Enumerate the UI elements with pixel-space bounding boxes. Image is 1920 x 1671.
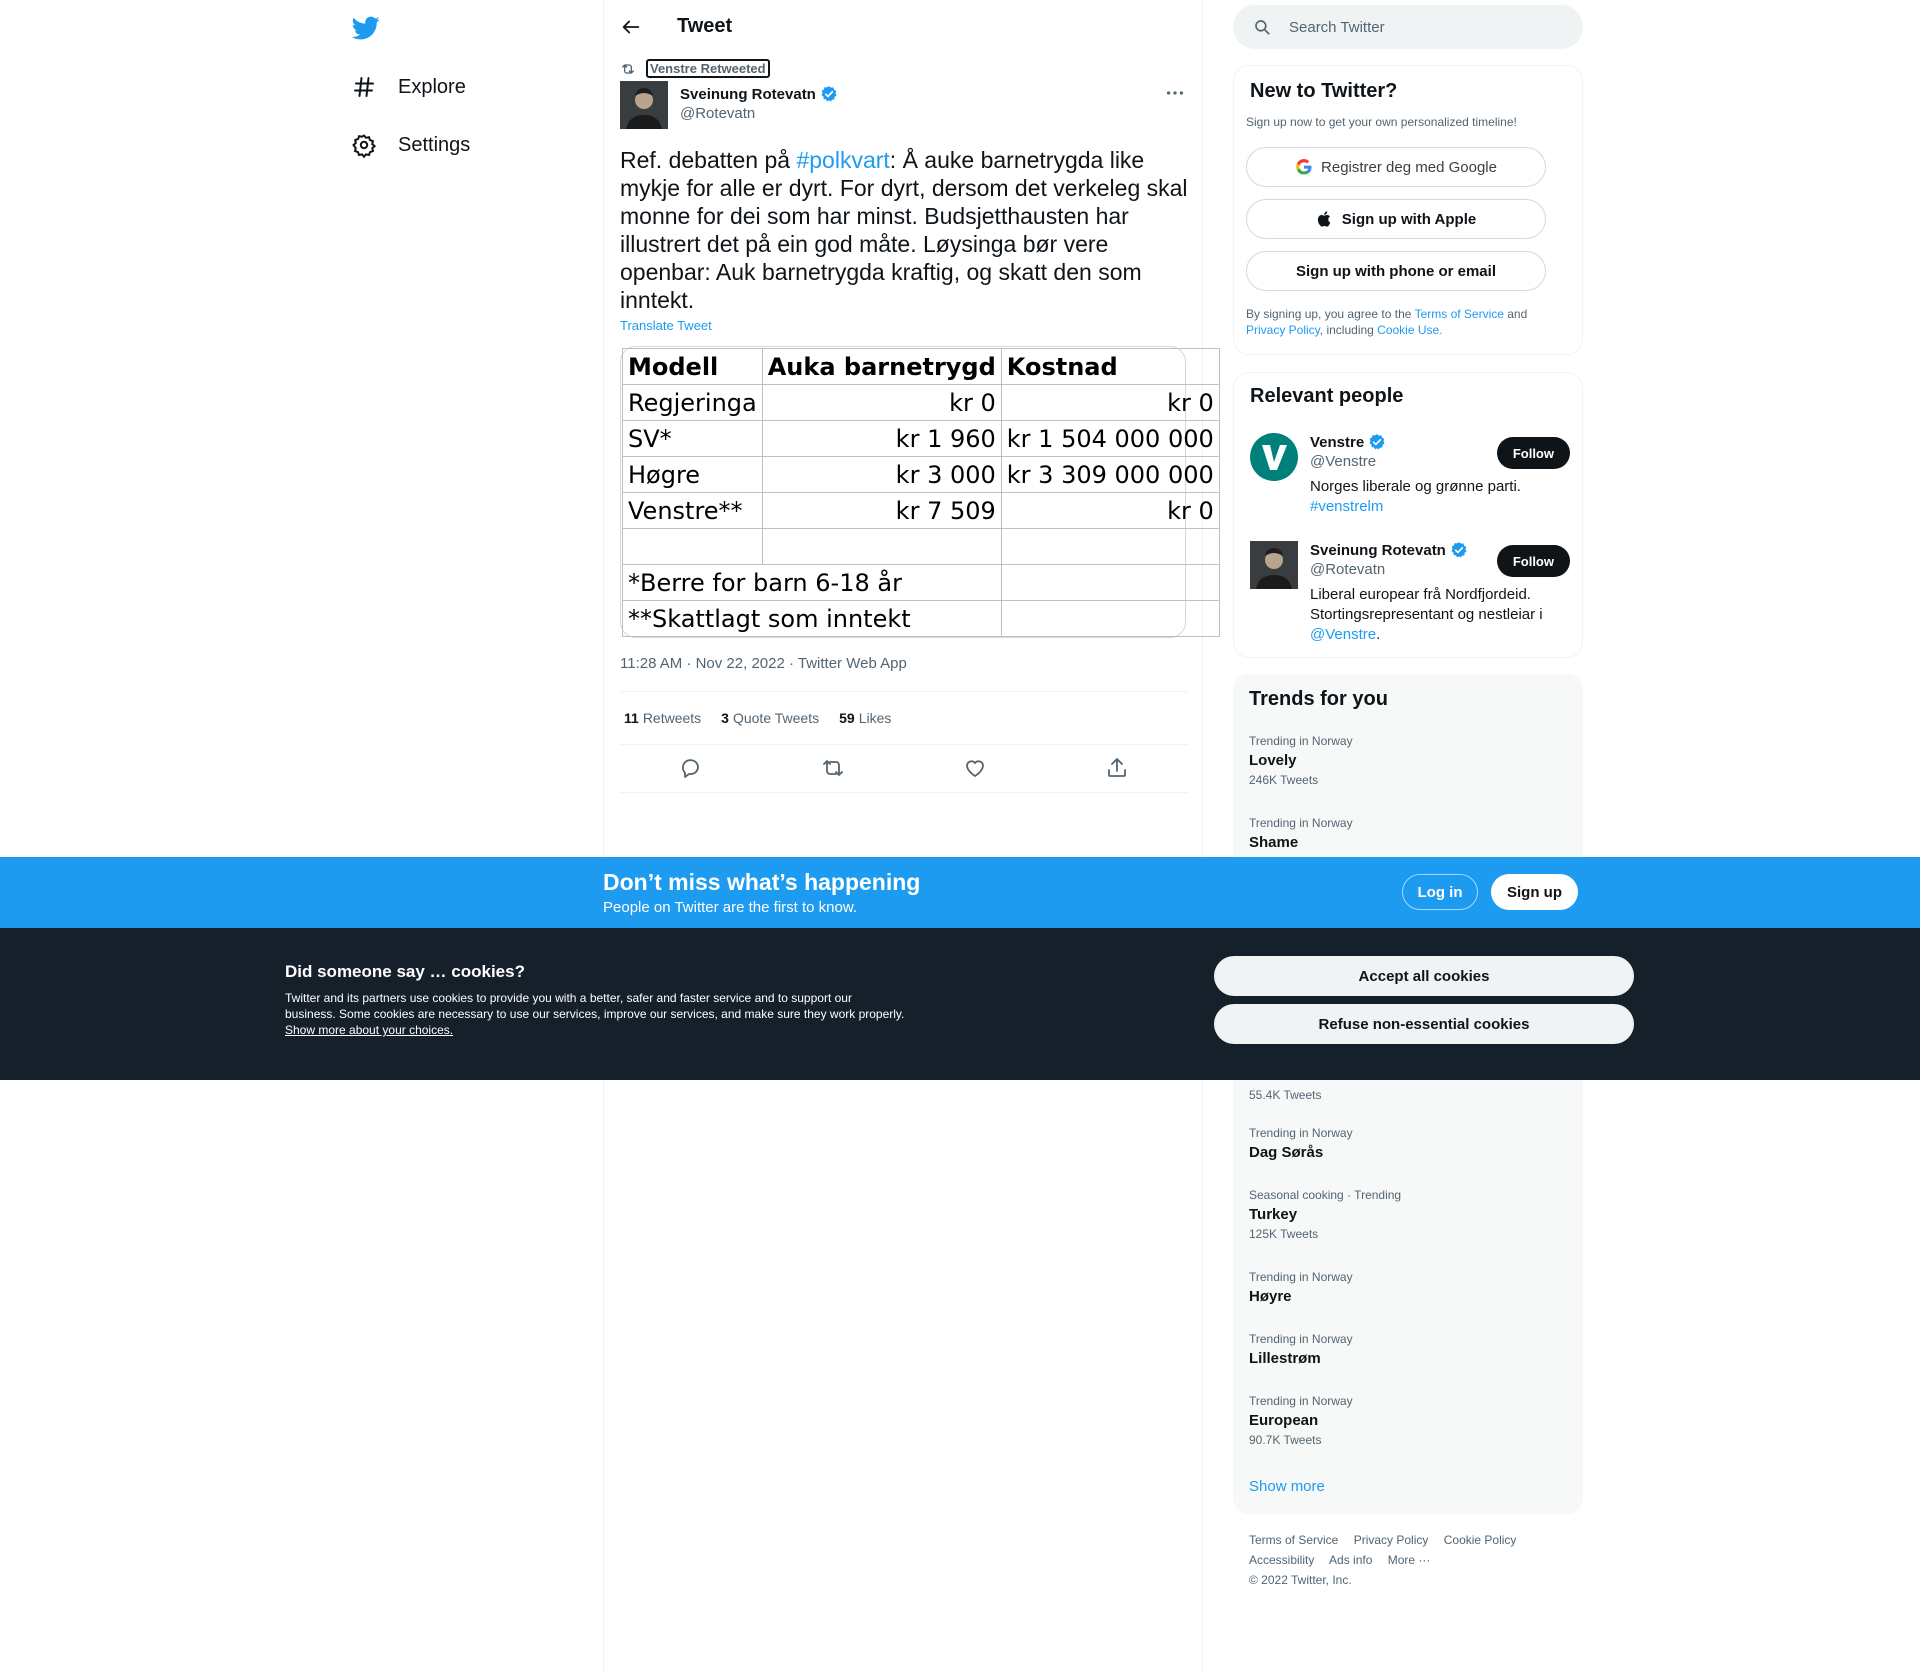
divider — [620, 691, 1188, 692]
trend-count: 125K Tweets — [1249, 1227, 1319, 1241]
tweet-image-table — [622, 348, 1220, 637]
table-cell — [1001, 565, 1219, 601]
signup-banner — [0, 857, 1920, 928]
trend-item[interactable] — [1249, 1270, 1569, 1305]
table-cell — [1001, 529, 1219, 565]
banner-title: Don’t miss what’s happening — [603, 869, 921, 895]
bio-text: Norges liberale og grønne parti. — [1310, 478, 1521, 495]
person-name-text: Sveinung Rotevatn — [1310, 541, 1446, 559]
follow-button[interactable]: Follow — [1497, 545, 1570, 577]
hashtag-icon — [352, 75, 376, 99]
bio-text: Liberal europear frå Nordfjordeid. Stortingsrepresentant og nestleiar i — [1310, 586, 1543, 623]
main-column — [603, 0, 1214, 1671]
retweet-action-icon[interactable] — [821, 756, 845, 780]
banner-subtitle: People on Twitter are the first to know. — [603, 899, 858, 916]
retweets-stat[interactable] — [624, 710, 701, 726]
nav-item-label: Settings — [398, 133, 471, 156]
signup-subtitle: Sign up now to get your own personalized timeline! — [1246, 115, 1517, 129]
twitter-bird-icon[interactable] — [352, 14, 380, 42]
privacy-link[interactable]: Privacy Policy — [1246, 323, 1320, 337]
person-avatar[interactable] — [1250, 541, 1298, 589]
table-cell: kr 0 — [1001, 493, 1219, 529]
trend-name: European — [1249, 1412, 1319, 1429]
trend-item[interactable] — [1249, 816, 1569, 851]
table-cell: SV* — [623, 421, 763, 457]
translate-tweet-link[interactable]: Translate Tweet — [620, 318, 712, 333]
button-label: Sign up with phone or email — [1295, 262, 1496, 280]
trend-item[interactable] — [1249, 1126, 1569, 1161]
google-logo-icon — [1295, 158, 1313, 176]
table-cell: kr 3 309 000 000 — [1001, 457, 1219, 493]
author-name[interactable] — [680, 85, 838, 103]
table-row — [623, 529, 1220, 565]
signup-legal-text — [1246, 306, 1566, 338]
tweet-timestamp[interactable]: 11:28 AM · Nov 22, 2022 · Twitter Web App — [620, 655, 907, 672]
search-input[interactable] — [1289, 19, 1559, 36]
table-header-cell: Auka barnetrygd — [762, 349, 1001, 385]
table-cell: kr 1 960 — [762, 421, 1001, 457]
likes-stat[interactable] — [839, 710, 891, 726]
table-row — [623, 565, 1220, 601]
cookie-title: Did someone say … cookies? — [285, 962, 525, 981]
tweet-text — [620, 146, 1190, 314]
verified-badge-icon — [1368, 433, 1386, 451]
trend-count: 90.7K Tweets — [1249, 1433, 1322, 1447]
trend-context: Seasonal cooking · Trending — [1249, 1188, 1402, 1202]
table-header-cell: Modell — [623, 349, 763, 385]
tweet-header — [604, 0, 1204, 53]
show-more-link[interactable]: Show more — [1249, 1478, 1325, 1495]
table-cell: Venstre** — [623, 493, 763, 529]
quote-tweets-stat[interactable] — [721, 710, 819, 726]
trend-name: Lillestrøm — [1249, 1350, 1321, 1367]
trend-name: Shame — [1249, 834, 1299, 851]
trend-item[interactable] — [1249, 1394, 1569, 1447]
footer-link[interactable]: Ads info — [1329, 1553, 1373, 1567]
trend-context: Trending in Norway — [1249, 816, 1353, 830]
trend-name: Dag Sørås — [1249, 1144, 1324, 1161]
person-photo-icon — [620, 81, 668, 129]
person-bio — [1310, 585, 1560, 645]
legal-text: By signing up, you agree to the — [1246, 307, 1415, 321]
button-label: Registrer deg med Google — [1321, 158, 1497, 176]
button-label: Sign up with Apple — [1341, 210, 1477, 228]
bio-text: . — [1376, 626, 1381, 643]
nav-item-explore[interactable] — [352, 70, 466, 104]
footer-link[interactable]: Accessibility — [1249, 1553, 1315, 1567]
venstre-logo-icon — [1250, 433, 1298, 481]
search-bar[interactable] — [1233, 5, 1583, 49]
retweet-icon — [620, 61, 636, 77]
back-arrow-icon[interactable] — [620, 16, 642, 38]
table-cell — [623, 529, 763, 565]
trend-context: Trending in Norway — [1249, 1394, 1353, 1408]
table-cell: Høgre — [623, 457, 763, 493]
trend-name: Turkey — [1249, 1206, 1298, 1223]
cookie-choices-link[interactable]: Show more about your choices. — [285, 1023, 454, 1037]
divider — [620, 744, 1188, 745]
author-avatar[interactable] — [620, 81, 668, 129]
relevant-people-card — [1233, 372, 1583, 658]
stat-count: 3 — [721, 710, 729, 726]
retweeted-by — [620, 59, 770, 78]
tweet-image[interactable] — [620, 346, 1214, 638]
trend-name: Lovely — [1249, 752, 1297, 769]
phone-email-signup-button[interactable] — [1246, 251, 1546, 291]
table-cell — [1001, 601, 1219, 637]
table-footnote: *Berre for barn 6-18 år — [623, 565, 1002, 601]
trend-context: Trending in Norway — [1249, 734, 1353, 748]
bio-mention-link[interactable]: @Venstre — [1310, 626, 1377, 643]
card-title: Relevant people — [1250, 385, 1404, 407]
retweeted-by-link[interactable]: Venstre Retweeted — [646, 59, 770, 78]
author-name-text: Sveinung Rotevatn — [680, 85, 816, 103]
apple-logo-icon — [1316, 210, 1334, 228]
search-icon — [1253, 18, 1271, 36]
cookie-consent-bar — [0, 928, 1920, 1080]
stat-count: 59 — [839, 710, 855, 726]
footer-link[interactable]: Terms of Service — [1249, 1533, 1339, 1547]
legal-text: and — [1503, 307, 1528, 321]
trend-item[interactable] — [1249, 1084, 1569, 1102]
person-name[interactable] — [1310, 541, 1468, 559]
sidebar-footer — [1249, 1530, 1579, 1590]
trend-item[interactable] — [1249, 1188, 1569, 1241]
table-cell: kr 0 — [762, 385, 1001, 421]
person-handle[interactable]: @Rotevatn — [1310, 561, 1386, 578]
new-to-twitter-card — [1233, 65, 1583, 355]
trends-card — [1233, 674, 1583, 1514]
trend-count: 246K Tweets — [1249, 773, 1319, 787]
page-title: Tweet — [677, 15, 733, 37]
trend-context: Trending in Norway — [1249, 1332, 1353, 1346]
table-row — [623, 385, 1220, 421]
card-title: Trends for you — [1249, 688, 1388, 710]
table-row — [623, 421, 1220, 457]
google-signup-button[interactable] — [1246, 147, 1546, 187]
tweet-text-part: : Å auke barnetrygda like mykje for alle er dyrt. For dyrt, dersom det verkeleg skal monne for dei som har minst. Budsjetthausten har illustrert det på ein god måte. Løysinga bør vere openbar: Auk barnetrygda kraftig, og skatt den som inntekt. — [620, 147, 1188, 313]
table-cell: kr 1 504 000 000 — [1001, 421, 1219, 457]
terms-link[interactable]: Terms of Service — [1414, 307, 1504, 321]
person-bio — [1310, 477, 1560, 517]
table-cell: kr 3 000 — [762, 457, 1001, 493]
apple-signup-button[interactable] — [1246, 199, 1546, 239]
verified-badge-icon — [820, 85, 838, 103]
gear-icon — [352, 133, 376, 157]
cookie-use-link[interactable]: Cookie Use. — [1377, 323, 1443, 337]
table-cell: Regjeringa — [623, 385, 763, 421]
hashtag-link[interactable]: #polkvart — [796, 147, 890, 173]
table-header-cell: Kostnad — [1001, 349, 1219, 385]
copyright: © 2022 Twitter, Inc. — [1249, 1573, 1352, 1587]
person-photo-icon — [1250, 541, 1298, 589]
legal-text: , including — [1319, 323, 1378, 337]
trend-context: Trending in Norway — [1249, 1270, 1353, 1284]
tweet-actions — [620, 756, 1188, 780]
trend-item[interactable] — [1249, 734, 1569, 787]
share-icon[interactable] — [1105, 756, 1129, 780]
stat-label: Quote Tweets — [732, 710, 820, 726]
login-button[interactable]: Log in — [1402, 874, 1478, 910]
more-options-icon[interactable] — [1164, 82, 1186, 104]
footer-more-link[interactable]: More ··· — [1387, 1553, 1431, 1567]
trend-name: Høyre — [1249, 1288, 1292, 1305]
table-row — [623, 601, 1220, 637]
card-title: New to Twitter? — [1250, 80, 1398, 102]
person-name[interactable] — [1310, 433, 1386, 451]
tweet-stats — [624, 710, 911, 726]
refuse-cookies-button[interactable]: Refuse non-essential cookies — [1214, 1004, 1634, 1044]
accept-cookies-button[interactable]: Accept all cookies — [1214, 956, 1634, 996]
divider — [620, 792, 1188, 793]
follow-button[interactable]: Follow — [1497, 437, 1570, 469]
table-row — [623, 493, 1220, 529]
stat-label: Retweets — [642, 710, 702, 726]
trend-item[interactable] — [1249, 1332, 1569, 1367]
reply-icon[interactable] — [679, 756, 703, 780]
footer-link[interactable]: Privacy Policy — [1353, 1533, 1429, 1547]
tweet-text-part: Ref. debatten på — [620, 147, 797, 173]
stat-count: 11 — [624, 710, 639, 726]
venstre-logo-avatar[interactable] — [1250, 433, 1298, 481]
stat-label: Likes — [858, 710, 892, 726]
table-cell: kr 0 — [1001, 385, 1219, 421]
person-name-text: Venstre — [1310, 433, 1365, 451]
bio-hashtag-link[interactable]: #venstrelm — [1310, 498, 1384, 515]
author-handle[interactable]: @Rotevatn — [680, 105, 756, 122]
nav-item-label: Explore — [398, 75, 466, 98]
table-footnote: **Skattlagt som inntekt — [623, 601, 1002, 637]
trend-count: 55.4K Tweets — [1249, 1088, 1322, 1102]
cookie-body: Twitter and its partners use cookies to provide you with a better, safer and faster service and to support our business. Some cookies are necessary to use our services, improve our services, and make sure they work properly. — [285, 991, 905, 1021]
table-cell: kr 7 509 — [762, 493, 1001, 529]
table-header-row — [623, 349, 1220, 385]
trend-context: Trending in Norway — [1249, 1126, 1353, 1140]
footer-link[interactable]: Cookie Policy — [1443, 1533, 1517, 1547]
verified-badge-icon — [1450, 541, 1468, 559]
like-heart-icon[interactable] — [963, 756, 987, 780]
cookie-text — [285, 990, 905, 1038]
nav-item-settings[interactable] — [352, 128, 470, 162]
table-cell — [762, 529, 1001, 565]
person-handle[interactable]: @Venstre — [1310, 453, 1377, 470]
signup-button[interactable]: Sign up — [1491, 874, 1578, 910]
table-row — [623, 457, 1220, 493]
